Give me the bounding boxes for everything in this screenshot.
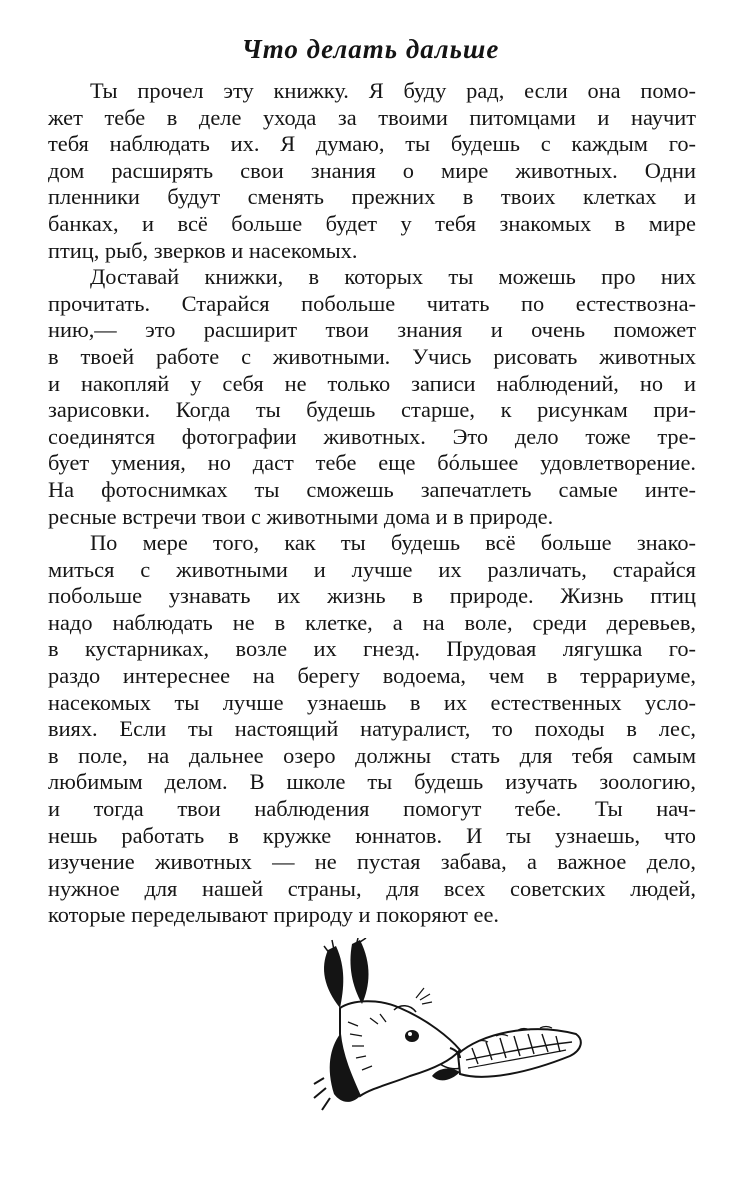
- text-line: изучение животных — не пустая забава, а важное дело,: [48, 849, 696, 875]
- text-line: нию,— это расширит твои знания и очень поможет: [48, 317, 696, 343]
- text-line: Ты прочел эту книжку. Я буду рад, если она помо-: [90, 78, 696, 103]
- text-line: миться с животными и лучше их различать, старайся: [48, 556, 696, 582]
- text-line: в твоей работе с животными. Учись рисовать животных: [48, 343, 696, 369]
- text-line: бует умения, но даст тебе еще бóльшее удовлетворение.: [48, 450, 696, 476]
- squirrel-with-pinecone-icon: [300, 938, 590, 1118]
- text-line: тебя наблюдать их. Я думаю, ты будешь с каждым го-: [48, 131, 696, 157]
- page-title: Что делать дальше: [241, 34, 500, 64]
- text-line: раздо интереснее на берегу водоема, чем в террариуме,: [48, 663, 696, 689]
- text-line: нешь работать в кружке юннатов. И ты узнаешь, что: [48, 822, 696, 848]
- text-line: в поле, на дальнее озеро должны стать для тебя самым: [48, 742, 696, 768]
- text-line: надо наблюдать не в клетке, а на воле, среди деревьев,: [48, 609, 696, 635]
- text-line: По мере того, как ты будешь всё больше знако-: [90, 530, 696, 556]
- text-line: соединятся фотографии животных. Это дело тоже тре-: [48, 423, 696, 449]
- text-line: пленники будут сменять прежних в твоих клетках и: [48, 184, 696, 210]
- body-text: [48, 78, 696, 929]
- text-line: побольше узнавать их жизнь в природе. Жизнь птиц: [48, 583, 696, 609]
- text-line: нужное для нашей страны, для всех советских людей,: [48, 875, 696, 901]
- text-line: любимым делом. В школе ты будешь изучать зоологию,: [48, 769, 696, 795]
- text-line: птиц, рыб, зверков и насекомых.: [48, 237, 358, 263]
- text-line: зарисовки. Когда ты будешь старше, к рисункам при-: [48, 397, 696, 423]
- text-line: дом расширять свои знания о мире животных. Одни: [48, 157, 696, 183]
- text-line: и тогда твои наблюдения помогут тебе. Ты нач-: [48, 796, 696, 822]
- text-line: прочитать. Старайся побольше читать по естествозна-: [48, 290, 696, 316]
- text-line: банках, и всё больше будет у тебя знакомых в мире: [48, 210, 696, 236]
- text-line: насекомых ты лучше узнаешь в их естественных усло-: [48, 689, 696, 715]
- text-line: жет тебе в деле ухода за твоими питомцами и научит: [48, 104, 696, 130]
- text-line: и накопляй у себя не только записи наблюдений, но и: [48, 370, 696, 396]
- text-line: которые переделывают природу и покоряют ее.: [48, 902, 500, 928]
- text-line: На фотоснимках ты сможешь запечатлеть самые инте-: [48, 476, 696, 502]
- text-line: в кустарниках, возле их гнезд. Прудовая лягушка го-: [48, 636, 696, 662]
- text-line: ресные встречи твои с животными дома и в природе.: [48, 503, 554, 529]
- text-line: Доставай книжки, в которых ты можешь про них: [90, 264, 696, 290]
- text-line: виях. Если ты настоящий натуралист, то походы в лес,: [48, 716, 696, 742]
